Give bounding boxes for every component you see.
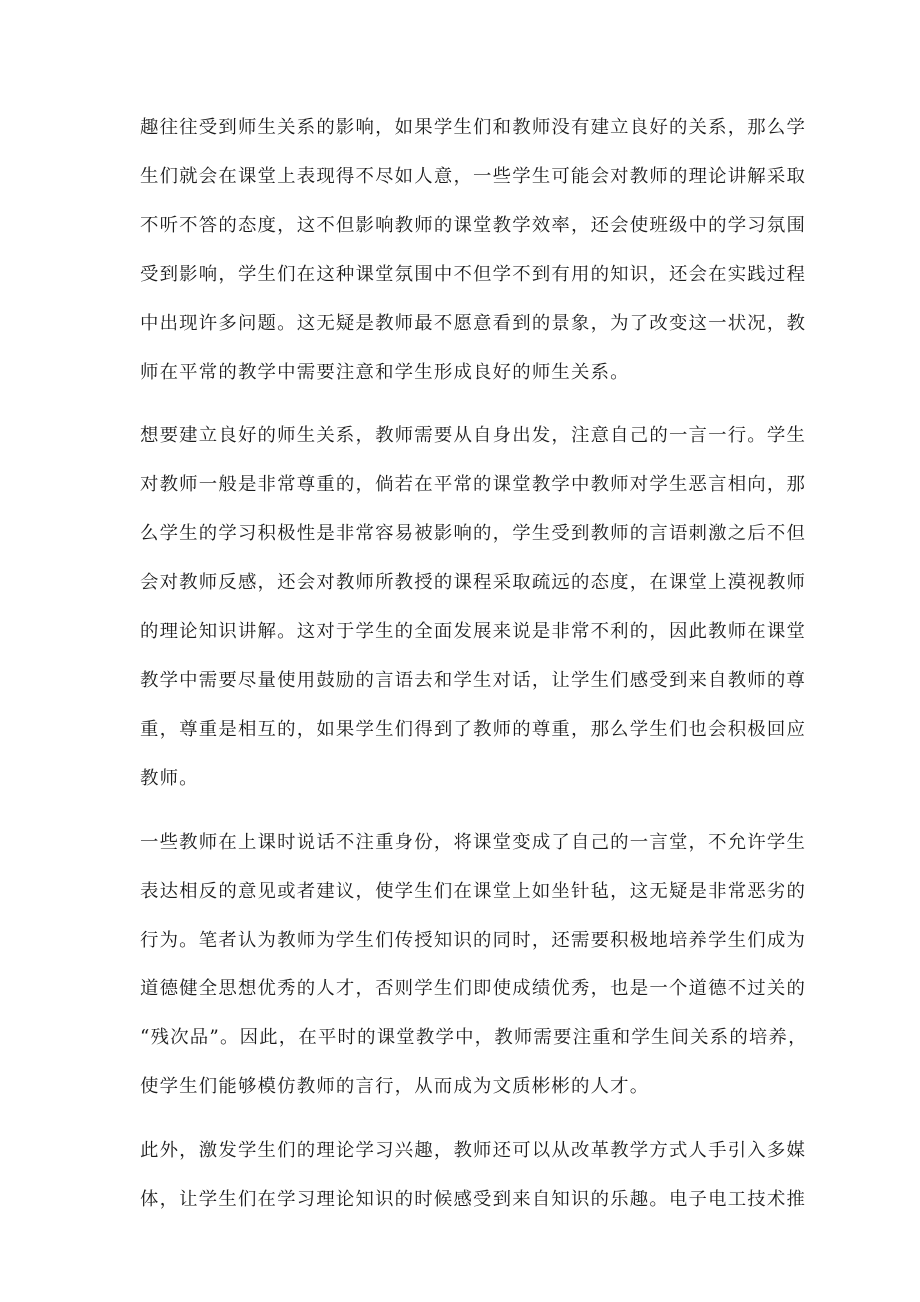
text-line: 教学中需要尽量使用鼓励的言语去和学生对话，让学生们感受到来自教师的尊 [140, 669, 807, 691]
text-line: 师在平常的教学中需要注意和学生形成良好的师生关系。 [140, 361, 630, 383]
text-line: 表达相反的意见或者建议，使学生们在课堂上如坐针毡，这无疑是非常恶劣的 [140, 880, 807, 902]
body-text [140, 104, 808, 1240]
text-line: 体，让学生们在学习理论知识的时候感受到来自知识的乐趣。电子电工技术推 [140, 1189, 807, 1211]
paragraph-2 [140, 412, 807, 803]
text-line: 道德健全思想优秀的人才，否则学生们即使成绩优秀，也是一个道德不过关的 [140, 978, 807, 1000]
text-line: 教师。 [140, 767, 199, 789]
text-line: 不听不答的态度，这不但影响教师的课堂教学效率，还会使班级中的学习氛围 [140, 214, 807, 236]
text-line: 使学生们能够模仿教师的言行，从而成为文质彬彬的人才。 [140, 1076, 650, 1098]
text-line: 一些教师在上课时说话不注重身份，将课堂变成了自己的一言堂，不允许学生 [140, 831, 807, 853]
text-line: 会对教师反感，还会对教师所教授的课程采取疏远的态度，在课堂上漠视教师 [140, 572, 807, 594]
text-line: “残次品”。因此，在平时的课堂教学中，教师需要注重和学生间关系的培养， [140, 1027, 808, 1049]
paragraph-3 [140, 819, 808, 1112]
text-line: 行为。笔者认为教师为学生们传授知识的同时，还需要积极地培养学生们成为 [140, 929, 807, 951]
text-line: 想要建立良好的师生关系，教师需要从自身出发，注意自己的一言一行。学生 [140, 425, 807, 447]
text-line: 受到影响，学生们在这种课堂氛围中不但学不到有用的知识，还会在实践过程 [140, 263, 807, 285]
text-line: 此外，激发学生们的理论学习兴趣，教师还可以从改革教学方式人手引入多媒 [140, 1140, 807, 1162]
text-line: 对教师一般是非常尊重的，倘若在平常的课堂教学中教师对学生恶言相向，那 [140, 474, 807, 496]
paragraph-1 [140, 104, 807, 397]
paragraph-4 [140, 1127, 807, 1225]
text-line: 趣往往受到师生关系的影响，如果学生们和教师没有建立良好的关系，那么学 [140, 117, 807, 138]
text-line: 的理论知识讲解。这对于学生的全面发展来说是非常不利的，因此教师在课堂 [140, 621, 807, 643]
text-line: 么学生的学习积极性是非常容易被影响的，学生受到教师的言语刺激之后不但 [140, 523, 807, 545]
text-line: 生们就会在课堂上表现得不尽如人意，一些学生可能会对教师的理论讲解采取 [140, 165, 807, 187]
text-line: 中出现许多问题。这无疑是教师最不愿意看到的景象，为了改变这一状况，教 [140, 312, 807, 334]
text-line: 重，尊重是相互的，如果学生们得到了教师的尊重，那么学生们也会积极回应 [140, 718, 807, 740]
